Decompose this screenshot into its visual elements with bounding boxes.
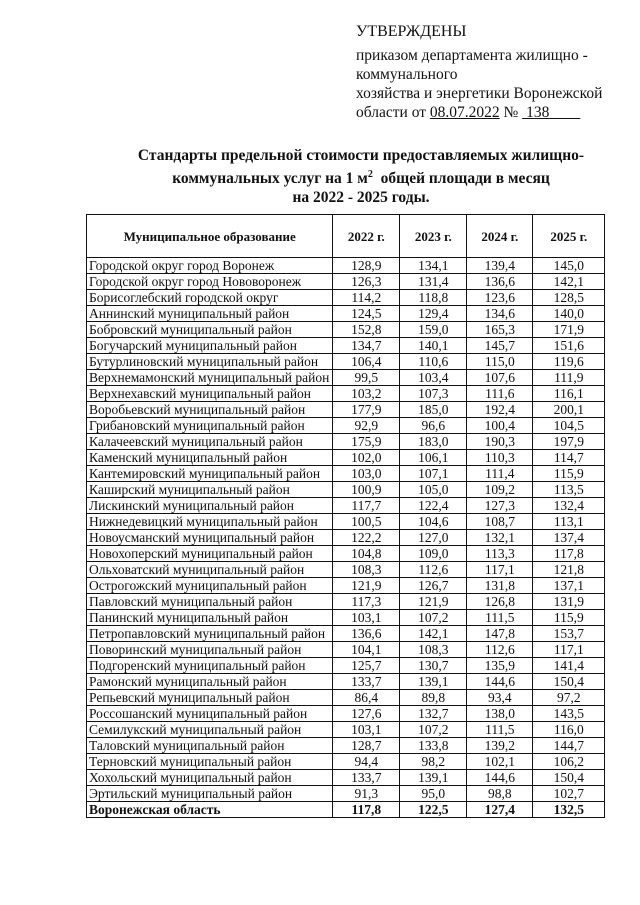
- value-cell: 111,5: [467, 722, 533, 738]
- municipality-cell: Богучарский муниципальный район: [87, 338, 333, 354]
- value-cell: 142,1: [400, 626, 467, 642]
- value-cell: 117,8: [333, 802, 400, 818]
- value-cell: 126,3: [333, 274, 400, 290]
- value-cell: 110,6: [400, 354, 467, 370]
- value-cell: 109,0: [400, 546, 467, 562]
- table-row: [87, 594, 605, 610]
- value-cell: 86,4: [333, 690, 400, 706]
- value-cell: 111,4: [467, 466, 533, 482]
- value-cell: 111,9: [533, 370, 605, 386]
- value-cell: 113,5: [533, 482, 605, 498]
- value-cell: 115,0: [467, 354, 533, 370]
- municipality-cell: Терновский муниципальный район: [87, 754, 333, 770]
- municipality-cell: Острогожский муниципальный район: [87, 578, 333, 594]
- value-cell: 109,2: [467, 482, 533, 498]
- value-cell: 144,6: [467, 770, 533, 786]
- value-cell: 133,7: [333, 770, 400, 786]
- value-cell: 177,9: [333, 402, 400, 418]
- table-row: [87, 434, 605, 450]
- value-cell: 135,9: [467, 658, 533, 674]
- value-cell: 132,5: [533, 802, 605, 818]
- municipality-cell: Лискинский муниципальный район: [87, 498, 333, 514]
- value-cell: 91,3: [333, 786, 400, 802]
- value-cell: 114,2: [333, 290, 400, 306]
- value-cell: 128,9: [333, 258, 400, 274]
- value-cell: 92,9: [333, 418, 400, 434]
- value-cell: 140,1: [400, 338, 467, 354]
- municipality-cell: Борисоглебский городской округ: [87, 290, 333, 306]
- value-cell: 152,8: [333, 322, 400, 338]
- municipality-cell: Новоусманский муниципальный район: [87, 530, 333, 546]
- value-cell: 159,0: [400, 322, 467, 338]
- value-cell: 104,6: [400, 514, 467, 530]
- municipality-cell: Городской округ город Нововоронеж: [87, 274, 333, 290]
- table-row: [87, 290, 605, 306]
- title-line-1: Стандарты предельной стоимости предоставляемых жилищно-: [137, 147, 585, 164]
- municipality-cell: Подгоренский муниципальный район: [87, 658, 333, 674]
- municipality-cell: Верхнемамонский муниципальный район: [87, 370, 333, 386]
- value-cell: 113,1: [533, 514, 605, 530]
- value-cell: 103,1: [333, 722, 400, 738]
- municipality-cell: Павловский муниципальный район: [87, 594, 333, 610]
- value-cell: 117,1: [533, 642, 605, 658]
- municipality-cell: Эртильский муниципальный район: [87, 786, 333, 802]
- municipality-cell: Каширский муниципальный район: [87, 482, 333, 498]
- value-cell: 121,9: [400, 594, 467, 610]
- table-row: [87, 754, 605, 770]
- value-cell: 102,7: [533, 786, 605, 802]
- municipality-cell: Каменский муниципальный район: [87, 450, 333, 466]
- header-2023: 2023 г.: [400, 215, 467, 258]
- value-cell: 190,3: [467, 434, 533, 450]
- value-cell: 171,9: [533, 322, 605, 338]
- value-cell: 89,8: [400, 690, 467, 706]
- value-cell: 108,3: [400, 642, 467, 658]
- title-line-2: коммунальных услуг на 1 $м^2$ общей площади в месяц: [172, 169, 550, 188]
- value-cell: 130,7: [400, 658, 467, 674]
- header-2025: 2025 г.: [533, 215, 605, 258]
- value-cell: 126,8: [467, 594, 533, 610]
- value-cell: 100,4: [467, 418, 533, 434]
- table-row: [87, 370, 605, 386]
- value-cell: 100,5: [333, 514, 400, 530]
- value-cell: 117,8: [533, 546, 605, 562]
- municipality-cell: Грибановский муниципальный район: [87, 418, 333, 434]
- value-cell: 102,0: [333, 450, 400, 466]
- value-cell: 175,9: [333, 434, 400, 450]
- value-cell: 115,9: [533, 610, 605, 626]
- municipality-cell: Семилукский муниципальный район: [87, 722, 333, 738]
- value-cell: 121,9: [333, 578, 400, 594]
- value-cell: 132,7: [400, 706, 467, 722]
- table-row: [87, 722, 605, 738]
- value-cell: 94,4: [333, 754, 400, 770]
- table-row: [87, 530, 605, 546]
- value-cell: 153,7: [533, 626, 605, 642]
- table-row: [87, 354, 605, 370]
- value-cell: 93,4: [467, 690, 533, 706]
- value-cell: 122,5: [400, 802, 467, 818]
- value-cell: 116,1: [533, 386, 605, 402]
- value-cell: 97,2: [533, 690, 605, 706]
- value-cell: 117,3: [333, 594, 400, 610]
- municipality-cell: Рамонский муниципальный район: [87, 674, 333, 690]
- table-row: [87, 626, 605, 642]
- value-cell: 103,1: [333, 610, 400, 626]
- value-cell: 107,6: [467, 370, 533, 386]
- header-municipality: Муниципальное образование: [87, 215, 333, 258]
- table-row: [87, 642, 605, 658]
- approval-heading: УТВЕРЖДЕНЫ: [356, 23, 467, 40]
- approval-line-1: приказом департамента жилищно -: [356, 47, 588, 64]
- municipality-cell: Россошанский муниципальный район: [87, 706, 333, 722]
- table-row: [87, 466, 605, 482]
- value-cell: 106,2: [533, 754, 605, 770]
- value-cell: 112,6: [400, 562, 467, 578]
- value-cell: 131,9: [533, 594, 605, 610]
- table-row: [87, 738, 605, 754]
- table-row: [87, 658, 605, 674]
- value-cell: 125,7: [333, 658, 400, 674]
- table-row: [87, 306, 605, 322]
- table-row: [87, 258, 605, 274]
- table-row: [87, 402, 605, 418]
- value-cell: 111,5: [467, 610, 533, 626]
- municipality-cell: Репьевский муниципальный район: [87, 690, 333, 706]
- table-row: [87, 514, 605, 530]
- municipality-cell: Ольховатский муниципальный район: [87, 562, 333, 578]
- value-cell: 102,1: [467, 754, 533, 770]
- value-cell: 117,1: [467, 562, 533, 578]
- value-cell: 137,4: [533, 530, 605, 546]
- value-cell: 133,8: [400, 738, 467, 754]
- municipality-cell: Поворинский муниципальный район: [87, 642, 333, 658]
- document-title: [86, 146, 636, 207]
- value-cell: 200,1: [533, 402, 605, 418]
- municipality-cell: Таловский муниципальный район: [87, 738, 333, 754]
- value-cell: 107,2: [400, 722, 467, 738]
- value-cell: 106,4: [333, 354, 400, 370]
- value-cell: 192,4: [467, 402, 533, 418]
- municipality-cell: Петропавловский муниципальный район: [87, 626, 333, 642]
- table-row: [87, 578, 605, 594]
- value-cell: 139,1: [400, 770, 467, 786]
- table-row: [87, 610, 605, 626]
- value-cell: 124,5: [333, 306, 400, 322]
- number-prefix: №: [503, 104, 519, 121]
- table-row: [87, 338, 605, 354]
- value-cell: 143,5: [533, 706, 605, 722]
- value-cell: 107,3: [400, 386, 467, 402]
- value-cell: 140,0: [533, 306, 605, 322]
- value-cell: 105,0: [400, 482, 467, 498]
- value-cell: 114,7: [533, 450, 605, 466]
- value-cell: 108,7: [467, 514, 533, 530]
- value-cell: 134,1: [400, 258, 467, 274]
- table-row: [87, 386, 605, 402]
- value-cell: 119,6: [533, 354, 605, 370]
- value-cell: 117,7: [333, 498, 400, 514]
- value-cell: 141,4: [533, 658, 605, 674]
- municipality-cell: Воронежская область: [87, 802, 333, 818]
- value-cell: 98,8: [467, 786, 533, 802]
- value-cell: 104,8: [333, 546, 400, 562]
- value-cell: 100,9: [333, 482, 400, 498]
- superscript: 2: [367, 169, 373, 180]
- table-row: [87, 450, 605, 466]
- municipality-cell: Бобровский муниципальный район: [87, 322, 333, 338]
- value-cell: 122,4: [400, 498, 467, 514]
- value-cell: 128,7: [333, 738, 400, 754]
- value-cell: 147,8: [467, 626, 533, 642]
- value-cell: 115,9: [533, 466, 605, 482]
- value-cell: 126,7: [400, 578, 467, 594]
- value-cell: 132,4: [533, 498, 605, 514]
- municipality-cell: Кантемировский муниципальный район: [87, 466, 333, 482]
- value-cell: 111,6: [467, 386, 533, 402]
- value-cell: 131,8: [467, 578, 533, 594]
- value-cell: 132,1: [467, 530, 533, 546]
- value-cell: 104,5: [533, 418, 605, 434]
- value-cell: 134,6: [467, 306, 533, 322]
- value-cell: 123,6: [467, 290, 533, 306]
- value-cell: 127,6: [333, 706, 400, 722]
- table-row: [87, 706, 605, 722]
- approval-block: [356, 22, 626, 122]
- value-cell: 128,5: [533, 290, 605, 306]
- header-2024: 2024 г.: [467, 215, 533, 258]
- value-cell: 121,8: [533, 562, 605, 578]
- value-cell: 98,2: [400, 754, 467, 770]
- value-cell: 116,0: [533, 722, 605, 738]
- table-row: [87, 770, 605, 786]
- value-cell: 103,2: [333, 386, 400, 402]
- table-row: [87, 498, 605, 514]
- municipality-cell: Бутурлиновский муниципальный район: [87, 354, 333, 370]
- value-cell: 127,4: [467, 802, 533, 818]
- value-cell: 150,4: [533, 770, 605, 786]
- value-cell: 96,6: [400, 418, 467, 434]
- value-cell: 107,2: [400, 610, 467, 626]
- value-cell: 106,1: [400, 450, 467, 466]
- table-header-row: [87, 215, 605, 258]
- municipality-cell: Калачеевский муниципальный район: [87, 434, 333, 450]
- cost-standards-table: [86, 214, 605, 818]
- table-row: [87, 674, 605, 690]
- value-cell: 108,3: [333, 562, 400, 578]
- value-cell: 129,4: [400, 306, 467, 322]
- order-date: 08.07.2022: [429, 104, 500, 121]
- value-cell: 138,0: [467, 706, 533, 722]
- value-cell: 133,7: [333, 674, 400, 690]
- table-total-row: [87, 802, 605, 818]
- value-cell: 151,6: [533, 338, 605, 354]
- value-cell: 139,1: [400, 674, 467, 690]
- value-cell: 127,3: [467, 498, 533, 514]
- title-line-3: на 2022 - 2025 годы.: [292, 189, 430, 207]
- value-cell: 139,2: [467, 738, 533, 754]
- value-cell: 185,0: [400, 402, 467, 418]
- table-row: [87, 322, 605, 338]
- approval-date-line: [356, 103, 626, 122]
- value-cell: 183,0: [400, 434, 467, 450]
- value-cell: 99,5: [333, 370, 400, 386]
- approval-line-2: коммунального: [356, 66, 458, 83]
- value-cell: 95,0: [400, 786, 467, 802]
- value-cell: 103,4: [400, 370, 467, 386]
- table-row: [87, 418, 605, 434]
- value-cell: 150,4: [533, 674, 605, 690]
- header-2022: 2022 г.: [333, 215, 400, 258]
- table-row: [87, 690, 605, 706]
- value-cell: 118,8: [400, 290, 467, 306]
- value-cell: 110,3: [467, 450, 533, 466]
- value-cell: 145,0: [533, 258, 605, 274]
- value-cell: 197,9: [533, 434, 605, 450]
- value-cell: 136,6: [467, 274, 533, 290]
- table-row: [87, 274, 605, 290]
- value-cell: 122,2: [333, 530, 400, 546]
- table-row: [87, 786, 605, 802]
- municipality-cell: Новохоперский муниципальный район: [87, 546, 333, 562]
- municipality-cell: Нижнедевицкий муниципальный район: [87, 514, 333, 530]
- value-cell: 165,3: [467, 322, 533, 338]
- value-cell: 112,6: [467, 642, 533, 658]
- municipality-cell: Городской округ город Воронеж: [87, 258, 333, 274]
- municipality-cell: Верхнехавский муниципальный район: [87, 386, 333, 402]
- value-cell: 134,7: [333, 338, 400, 354]
- table-row: [87, 482, 605, 498]
- table-row: [87, 562, 605, 578]
- value-cell: 113,3: [467, 546, 533, 562]
- value-cell: 107,1: [400, 466, 467, 482]
- date-prefix: области от: [356, 104, 427, 121]
- table-row: [87, 546, 605, 562]
- value-cell: 144,7: [533, 738, 605, 754]
- value-cell: 131,4: [400, 274, 467, 290]
- value-cell: 139,4: [467, 258, 533, 274]
- value-cell: 145,7: [467, 338, 533, 354]
- order-number: 138: [526, 104, 550, 121]
- municipality-cell: Воробьевский муниципальный район: [87, 402, 333, 418]
- value-cell: 137,1: [533, 578, 605, 594]
- municipality-cell: Хохольский муниципальный район: [87, 770, 333, 786]
- value-cell: 144,6: [467, 674, 533, 690]
- municipality-cell: Аннинский муниципальный район: [87, 306, 333, 322]
- municipality-cell: Панинский муниципальный район: [87, 610, 333, 626]
- value-cell: 142,1: [533, 274, 605, 290]
- approval-line-3: хозяйства и энергетики Воронежской: [356, 85, 603, 102]
- value-cell: 103,0: [333, 466, 400, 482]
- value-cell: 127,0: [400, 530, 467, 546]
- value-cell: 136,6: [333, 626, 400, 642]
- value-cell: 104,1: [333, 642, 400, 658]
